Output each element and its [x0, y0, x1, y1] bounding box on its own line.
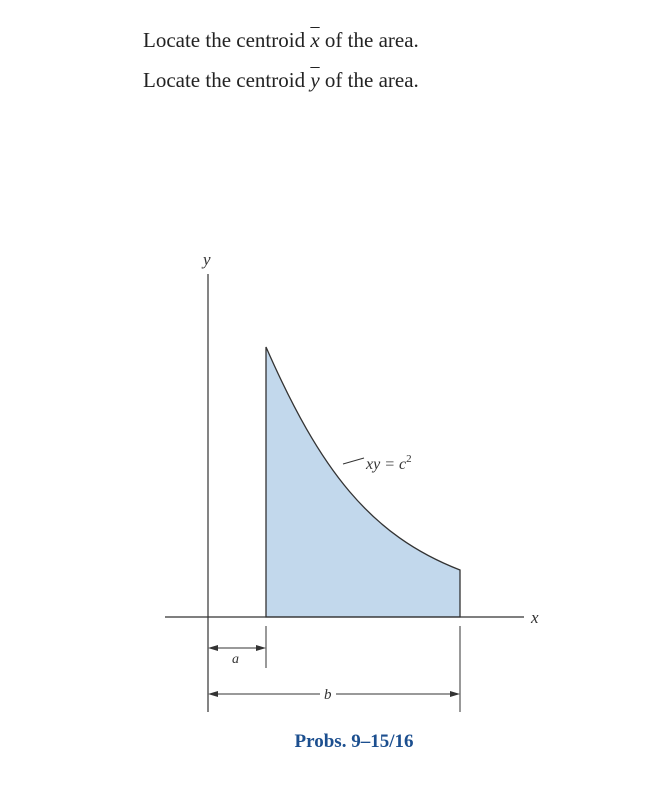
problem-text-before: Locate the centroid — [143, 68, 311, 92]
x-axis-label: x — [531, 608, 539, 627]
y-axis-label: y — [203, 250, 211, 269]
problem-text-after: of the area. — [319, 28, 419, 52]
curve-equation-label — [365, 453, 412, 473]
centroid-x-bar-symbol: $\overline{x}$ — [310, 28, 320, 52]
dimension-arrow-a-right — [256, 645, 266, 651]
curve-equation-text: xy = c — [366, 456, 407, 473]
dimension-label-a: a — [232, 652, 239, 667]
dimension-arrow-b-left — [208, 691, 218, 697]
curve-label-leader — [343, 458, 364, 464]
dimension-arrow-b-right — [450, 691, 460, 697]
dimension-label-b: b — [324, 687, 332, 703]
figure-caption: Probs. 9–15/16 — [294, 731, 414, 752]
centroid-y-bar-symbol: $\overline{y}$ — [310, 68, 320, 92]
problem-text-before: Locate the centroid — [143, 28, 311, 52]
problem-text-after: of the area. — [319, 68, 419, 92]
curve-equation-exponent: 2 — [406, 453, 412, 465]
dimension-arrow-a-left — [208, 645, 218, 651]
shaded-area — [266, 347, 460, 617]
